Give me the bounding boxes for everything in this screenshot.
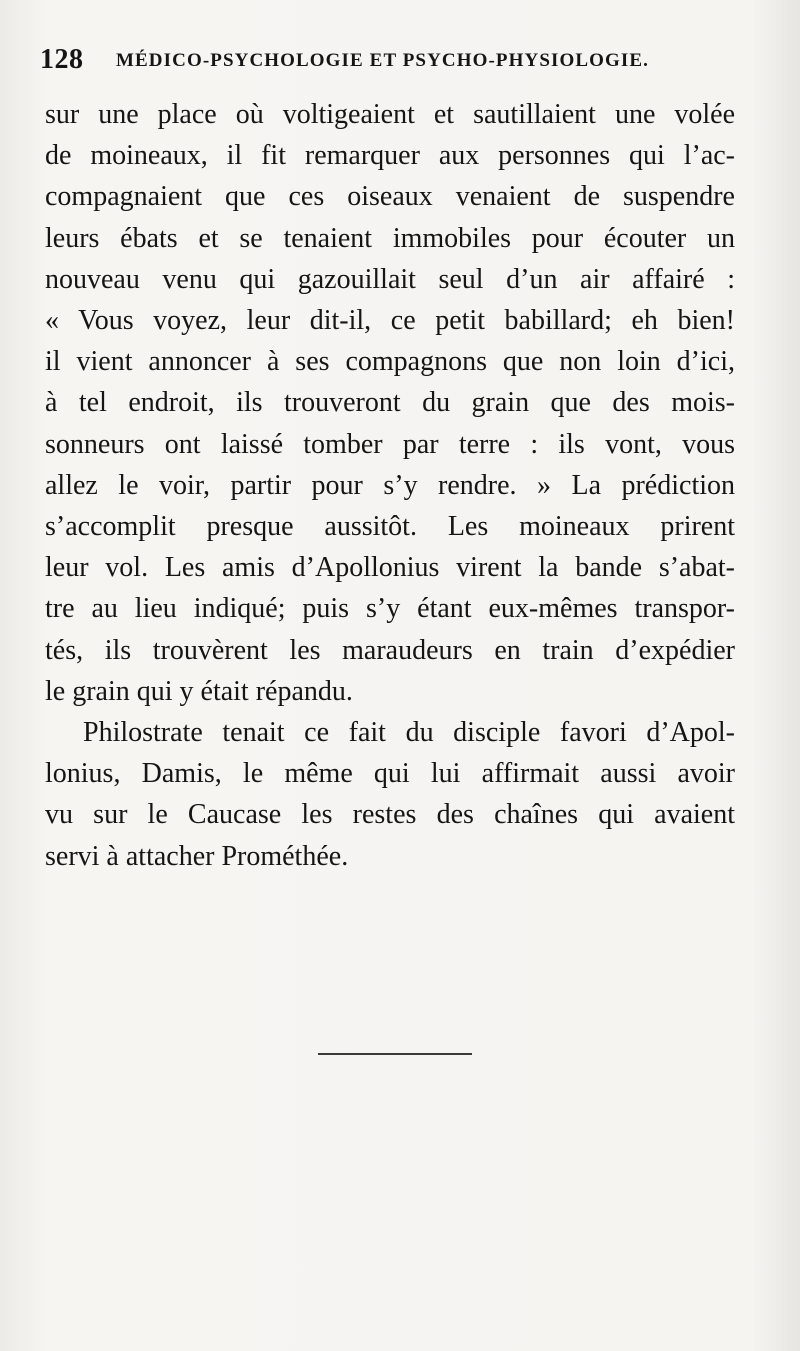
text-line: de moineaux, il fit remarquer aux personnes qui l’ac- <box>45 140 735 172</box>
text-line: lonius, Damis, le même qui lui affirmait aussi avoir <box>45 758 735 790</box>
page-header <box>40 44 740 80</box>
text-line: sonneurs ont laissé tomber par terre : ils vont, vous <box>45 428 735 460</box>
text-line: « Vous voyez, leur dit-il, ce petit babillard; eh bien! <box>45 305 735 337</box>
text-line: il vient annoncer à ses compagnons que non loin d’ici, <box>45 346 735 378</box>
text-line: tre au lieu indiqué; puis s’y étant eux-mêmes transpor- <box>45 593 735 625</box>
text-line: vu sur le Caucase les restes des chaînes qui avaient <box>45 799 735 831</box>
text-line: allez le voir, partir pour s’y rendre. » La prédiction <box>45 469 735 501</box>
page-number: 128 <box>40 44 84 75</box>
text-line: Philostrate tenait ce fait du disciple favori d’Apol- <box>83 717 735 749</box>
text-line: leurs ébats et se tenaient immobiles pour écouter un <box>45 222 735 254</box>
text-line: tés, ils trouvèrent les maraudeurs en train d’expédier <box>45 634 735 666</box>
text-line: nouveau venu qui gazouillait seul d’un air affairé : <box>45 263 735 295</box>
text-line: s’accomplit presque aussitôt. Les moineaux prirent <box>45 511 735 543</box>
section-divider-rule <box>318 1053 472 1055</box>
text-line: servi à attacher Prométhée. <box>45 840 349 872</box>
paragraph-1 <box>45 94 735 712</box>
running-head: MÉDICO-PSYCHOLOGIE ET PSYCHO-PHYSIOLOGIE. <box>116 50 650 71</box>
text-line: compagnaient que ces oiseaux venaient de suspendre <box>45 181 735 213</box>
text-line: leur vol. Les amis d’Apollonius virent la bande s’abat- <box>45 552 735 584</box>
text-line: le grain qui y était répandu. <box>45 675 353 707</box>
body-text <box>45 94 735 877</box>
paragraph-2 <box>45 712 735 877</box>
text-line: à tel endroit, ils trouveront du grain que des mois- <box>45 387 735 419</box>
text-line: sur une place où voltigeaient et sautillaient une volée <box>45 99 735 130</box>
